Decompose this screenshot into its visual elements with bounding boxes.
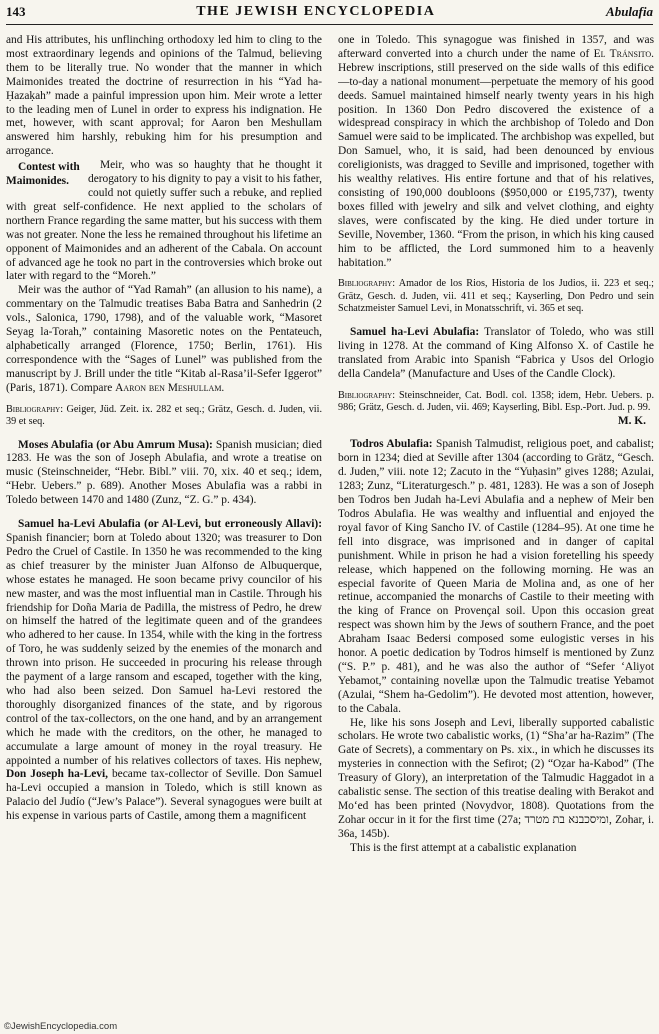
entry-samuel-ha-levi: Samuel ha-Levi Abulafia (or Al-Levi, but erroneously Allavi): Spanish financier; born at Toledo about 1320; was treasurer to Don Pedro the Cruel of Castile. In 1350 he was recommended to the king as chief treasurer by the minister Juan Alfonso de Albuquerque, whose estates he managed. He soon became privy councilor of his new master, and was the most influential man in Castile. Through his friendship for Doña Maria de Padilla, the mistress of Pedro, he drew on himself the hatred of the legitimate queen and of the grandees who adhered to her cause. In 1354, while with the king in the fortress of Toro, he was suddenly seized by the enemies of the monarch and thrown into prison. He succeeded in procuring his release through the payment of a large ransom and escaped, together with the king, who had also been seized. Don Samuel ha-Levi restored the thoroughly disorganized finances of the state, and by rigorous control of the tax-collectors, on the one hand, and by an arrangement which he made with the creditors, on the other, he managed to accumulate a large amount of money in the royal treasury. He appointed a number of his relatives collectors of taxes. His nephew, Don Joseph ha-Levi, became tax-collector of Seville. Don Samuel ha-Levi occupied a mansion in Toledo, which is still known as Palacio del Judío (“Jew’s Palace”). Several synagogues were built at his expense in various parts of Castile, among them a magnificent [6,518,322,823]
page-header [6,0,653,25]
entry-samuel-translator: Samuel ha-Levi Abulafia: Translator of Toledo, who was still living in 1278. At the command of King Alfonso X. of Castile he translated from Arabic into Spanish “Fabrica y Usos del Orlogio della Candela” (Manufacture and Uses of the Candle Clock). [338,325,654,380]
left-column [6,34,322,1018]
page-number: 143 [6,4,26,19]
entry-moses-abulafia: Moses Abulafia (or Abu Amrum Musa): Spanish musician; died 1283. He was the son of Joseph Abulafia, and wrote a treatise on music (Steinschneider, “Hebr. Bibl.” viii. 70, xix. 40 et seq.; idem, “Hebr. Uebers.” p. 689). Another Moses Abulafia was a rabbi in Toledo between 1470 and 1480 (Zunz, “Z. G.” p. 434). [6,438,322,507]
entry-title: Moses Abulafia (or Abu Amrum Musa): [18,438,213,451]
entry-title: Samuel ha-Levi Abulafia (or Al-Levi, [18,518,202,531]
right-column [338,34,654,1018]
author-signature: M. K. [617,414,646,427]
paragraph-todros-last: This is the first attempt at a cabalistic explanation [350,841,577,854]
paragraph-samuel-continued: one in Toledo. This synagogue was finished in 1357, and was afterward converted into a church under the name of El Tránsito. Hebrew inscriptions, still preserved on the side walls of this edifice—to-day a national monument—perpetuate the memory of his good deeds. Samuel maintained himself nearly twenty years in his high position. In 1360 Don Pedro discovered the existence of a widespread conspiracy in which the archbishop of Toledo and Don Samuel were said to be implicated. The archbishop was expelled, but Don Samuel, who, it is said, had been denounced by envious coreligionists, was dragged to Seville and imprisoned, together with his wealthy relatives. His entire fortune and that of his relatives, consisting of 190,000 doubloons ($950,000 or £195,737), twenty boxes filled with jewelry and silk and velvet clothing, and eighty slaves, were confiscated by the king. He died under torture in Seville, November, 1360. “From the prison, in which his king caused him to be afflicted, the Lord summoned him to a heavenly habitation.” [338,34,654,269]
paragraph-contest: and His attributes, his unflinching orthodoxy led him to cling to the most extraordinary legends and opinions of the Talmud, believing them to be literally true. No wonder that the manner in which Maimonides treated the doctrine of resurrection in his “Yad ha-Ḥazaḳah” made a painful impression upon him. Meir wrote a letter to the leading men of Lunel in order to express his indignation. He met, however, with scant approval; for Aaron ben Meshullam answered him harshly, rebuking him for his presumption and arrogance. [6,34,322,158]
entry-todros-abulafia: Todros Abulafia: Spanish Talmudist, religious poet, and cabalist; born in 1234; died at Seville after 1304 (according to Grätz, “Gesch. d. Juden,” viii. note 12; Zacuto in the “Yuḥasin” gives 1288; Azulai, 1283; Zunz, “Literaturgesch.” p. 481, 1283). He was a son of Joseph ben Todros ben Judah ha-Levi Abulafia and a nephew of Meir ben Todros Abulafia. He was wealthy and influential and enjoyed the royal favor of King Sancho IV. of Castile (1284–95). At one time he fell into disgrace, was imprisoned and in danger of capital punishment. While in prison he had a vision foretelling his speedy release, which happened on the following morning. He was an especial favorite of Queen Maria de Molina and, as one of her retinue, accompanied the monarchs of Castile to their meeting with the king of France on Provençal soil. Upon this occasion great respect was shown him by the Jews of southern France, and the poet Abraham Isaac Bedersi composed some eulogistic verses in his honor. A poetic dedication by Todros himself is mentioned by Zunz (“S. P.” p. 481), and he was also the author of “Sefer ‘Aliyot Yebamot,” containing novellæ upon the Talmudic treatise Yebamot (Azulai, “Shem ha-Gedolim”). He devoted most attention, however, to the Cabala. [338,438,654,715]
paragraph-meir-works: Meir was the author of “Yad Ramah” (an allusion to his name), a commentary on the Talmudic treatises Baba Batra and Sanhedrin (2 vols., Salonica, 1790, 1798), and of the valuable work, “Masoret Seyag la-Torah,” containing Masoretic notes on the Pentateuch, alphabetically arranged (Florence, 1750; Berlin, 1761). His correspondence with the “Sages of Lunel” was published from the manuscript by J. Brill under the title “Kitab al-Rasa’il-Sefer Iggerot” (Paris, 1871). Compare Aaron ben Meshullam. [6,284,322,394]
person-name: Don Joseph ha-Levi, [6,768,108,781]
side-heading: Contest with Maimonides. [6,161,80,187]
bibliography-meir: Bibliography: Geiger, Jüd. Zeit. ix. 282 et seq.; Grätz, Gesch. d. Juden, vii. 39 et seq. [6,403,322,428]
cross-reference: El Tránsito. [593,47,654,60]
cross-reference: Aaron ben Meshullam. [115,381,225,394]
hebrew-quote: ומיסכבנא בת מטרד [524,813,609,826]
copyright-footer: ©JewishEncyclopedia.com [4,1021,118,1032]
paragraph-meir-haughty: Contest with Maimonides. Meir, who was so haughty that he thought it derogatory to his dignity to pay a visit to his father, could not quietly suffer such a rebuke, and replied with great self-confidence. He next applied to the scholars of northern France regarding the same matter, but his success with them was not greater. None the less he remained throughout his lifetime an opponent of Maimonides and an adherent of the Cabala. On account of advanced age he took no part in the controversies which broke out later with regard to the “Moreh.” [6,159,322,283]
running-headword: Abulafia [606,4,653,19]
bibliography-samuel-translator: Bibliography: Steinschneider, Cat. Bodl. col. 1358; idem, Hebr. Uebers. p. 986; Grätz, Gesch. d. Juden, vii. 469; Kayserling, Bibl. Esp.-Port. Jud. p. 99. [338,389,654,414]
bibliography-samuel: Bibliography: Amador de los Rios, Historia de los Judios, ii. 223 et seq.; Grätz, Gesch. d. Juden, vii. 411 et seq.; Kayserling, Don Pedro und sein Schatzmeister Samuel Levi, in Monatsschrift, vi. 365 et seq. [338,278,654,315]
entry-title: Todros Abulafia: [350,438,433,451]
running-title: THE JEWISH ENCYCLOPEDIA [196,4,436,19]
paragraph-todros-works: He, like his sons Joseph and Levi, liberally supported cabalistic scholars. He wrote two cabalistic works, (1) “Sha’ar ha-Razim” (The Gate of Secrets), a commentary on Ps. xix., in which he discusses its mysteries in connection with the Sefirot; (2) “Oẓar ha-Kabod” (The Treasury of Glory), an interpretation of the Talmudic Haggadot in a cabalistic sense. The section of this treatise dealing with Berakot and Mo‘ed has been printed (Novydvor, 1808). Quotations from the Zohar occur in it for the first time (27a; ומיסכבנא בת מטרד, Zohar, i. 36a, 145b). [338,716,654,840]
entry-title: Samuel ha-Levi Abulafia: [350,325,480,338]
